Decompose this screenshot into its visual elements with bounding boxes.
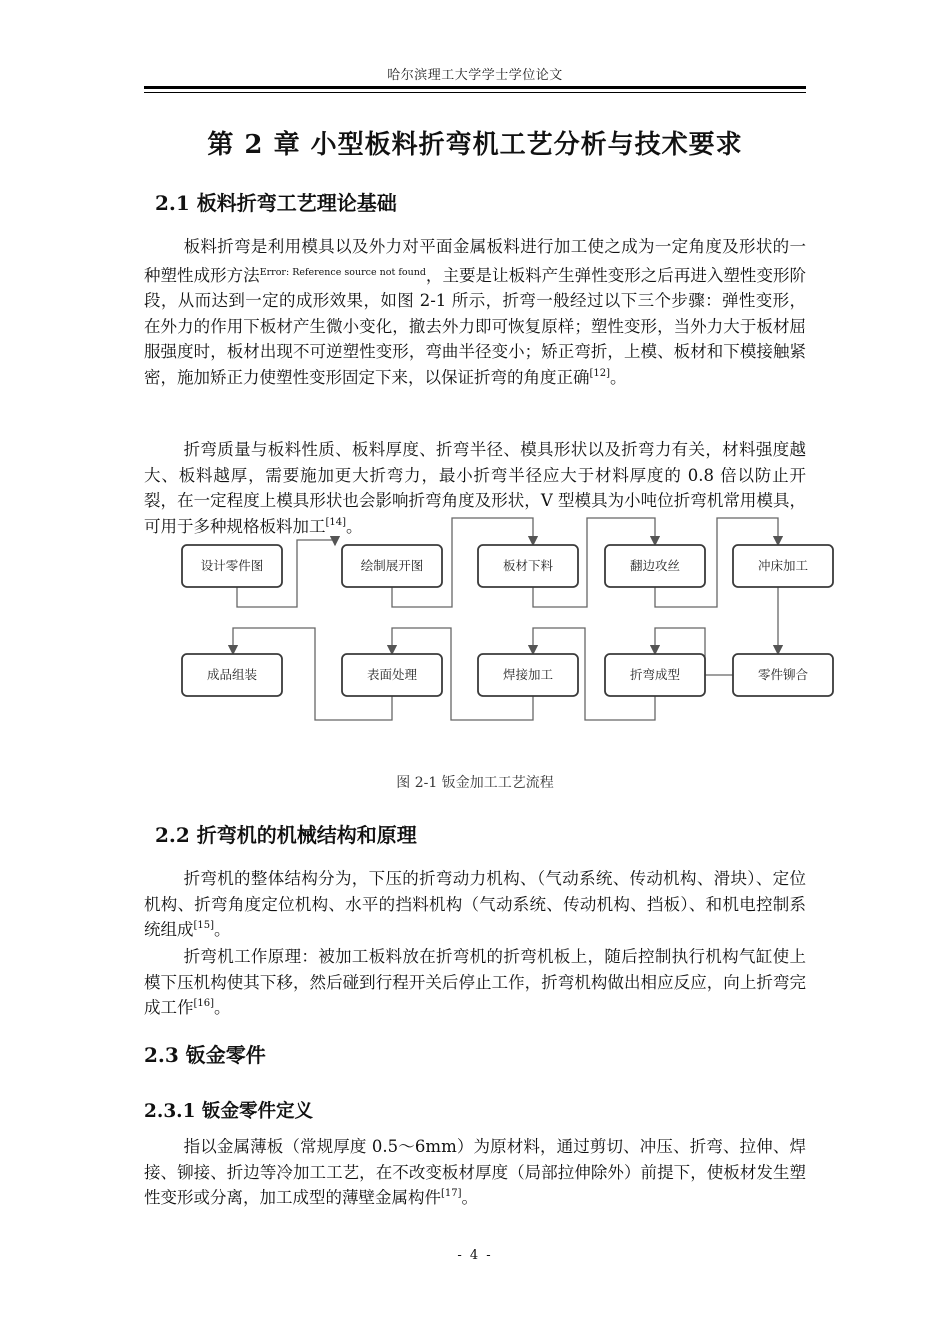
paragraph-2-1-a: 板料折弯是利用模具以及外力对平面金属板料进行加工使之成为一定角度及形状的一种塑性成形方法$^{Error: Reference source not found}$，主要是让板料产生弹性变形之后再进入塑性变形阶段，从而达到一定的成形效果，如图 2-1 所示，折弯一般经过以下三个步骤：弹性变形，在外力的作用下板材产生微小变化，撤去外力即可恢复原样；塑性变形，当外力大于板材屈服强度时，板材出现不可逆塑性变形，弯曲半径变小；矫正弯折，上模、板材和下模接触紧密，施加矫正力使塑性变形固定下来，以保证折弯的角度正确[12]。 (144, 237, 807, 387)
header-rule-thick (144, 86, 806, 89)
node-label: 板材下料 (502, 558, 554, 573)
subsection-heading-2-3-1: 2.3.1 钣金零件定义 (144, 1101, 313, 1122)
citation: [16] (193, 998, 215, 1009)
paragraph-2-2-b: 折弯机工作原理：被加工板料放在折弯机的折弯机板上，随后控制执行机构气缸使上模下压机构使其下移，然后碰到行程开关后停止工作，折弯机构做出相应反应，向上折弯完成工作[16]。 (144, 947, 806, 1017)
section-heading-2-1: 2.1 板料折弯工艺理论基础 (155, 191, 397, 215)
figure-caption: 图 2-1 钣金加工工艺流程 (396, 775, 554, 791)
node-label: 绘制展开图 (360, 558, 424, 573)
node-label: 冲床加工 (757, 558, 809, 573)
paragraph-2-1-b: 折弯质量与板料性质、板料厚度、折弯半径、模具形状以及折弯力有关，材料强度越大、板料越厚，需要施加更大折弯力，最小折弯半径应大于材料厚度的 0.8 倍以防止开裂，在一定程度上模具形状也会影响折弯角度及形状，V 型模具为小吨位折弯机常用模具，可用于多种规格板料加工[14]。 (144, 440, 806, 536)
reference-error: Error: Reference source not found (259, 266, 426, 278)
node-label: 焊接加工 (502, 667, 554, 682)
section-heading-2-2: 2.2 折弯机的机械结构和原理 (155, 823, 417, 847)
node-label: 表面处理 (366, 667, 418, 682)
node-label: 零件铆合 (757, 667, 809, 682)
node-label: 设计零件图 (200, 558, 264, 573)
citation: [14] (325, 516, 347, 528)
citation: [12] (589, 367, 611, 379)
paragraph-2-2-a: 折弯机的整体结构分为，下压的折弯动力机构、（气动系统、传动机构、滑块）、定位机构、折弯角度定位机构、水平的挡料机构（气动系统、传动机构、挡板）、和机电控制系统组成[15]。 (144, 869, 806, 939)
page-number: - 4 - (457, 1248, 493, 1263)
citation: [15] (193, 920, 215, 931)
node-label: 翻边攻丝 (629, 558, 681, 573)
node-label: 折弯成型 (629, 667, 681, 682)
paragraph-2-3-1: 指以金属薄板（常规厚度 0.5～6mm）为原材料，通过剪切、冲压、折弯、拉伸、焊接、铆接、折边等冷加工工艺，在不改变板材厚度（局部拉伸除外）前提下，使板材发生塑性变形或分离，加工成型的薄壁金属构件[17]。 (144, 1137, 806, 1207)
running-header: 哈尔滨理工大学学士学位论文 (387, 68, 563, 83)
process-flow-diagram (165, 510, 845, 760)
node-label: 成品组装 (206, 667, 258, 682)
section-heading-2-3: 2.3 钣金零件 (144, 1043, 266, 1067)
citation: [17] (441, 1188, 462, 1199)
header-rule-thin (144, 92, 806, 93)
chapter-title: 第 2 章 小型板料折弯机工艺分析与技术要求 (207, 130, 743, 160)
